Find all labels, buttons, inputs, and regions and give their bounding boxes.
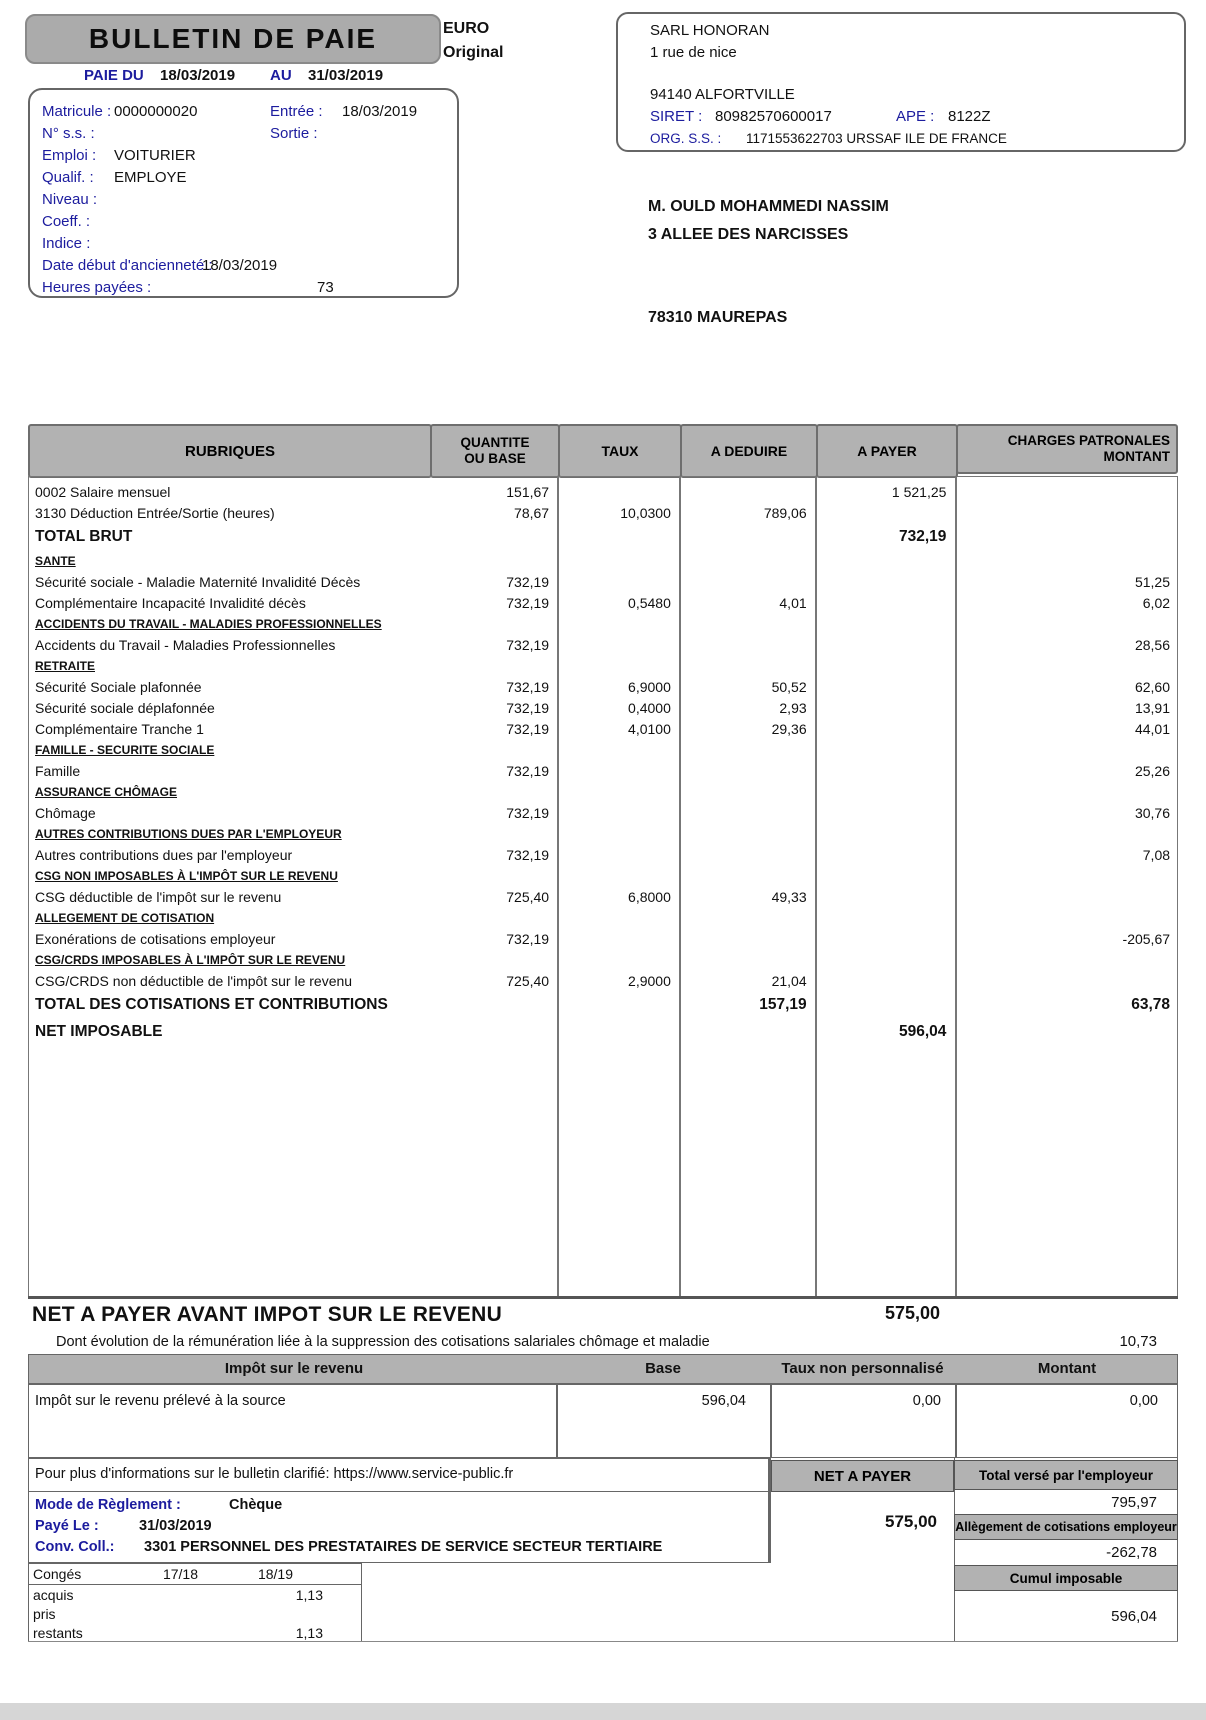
matricule-value: 0000000020 — [114, 103, 198, 120]
charges-value: 7,08 — [1142, 846, 1171, 863]
orgss-label: ORG. S.S. : — [650, 131, 722, 146]
net-avant-divider — [28, 1296, 1178, 1299]
indice-label: Indice : — [42, 235, 91, 252]
header-payer — [816, 424, 958, 478]
payer-value: 1 521,25 — [891, 483, 947, 500]
charges-value: 6,02 — [1142, 594, 1171, 611]
impot-header-taux: Taux non personnalisé — [781, 1360, 944, 1377]
rubrique-label: NET IMPOSABLE — [35, 1022, 163, 1040]
section-label: ACCIDENTS DU TRAVAIL - MALADIES PROFESSIONNELLES — [35, 616, 382, 631]
rubrique-label: TOTAL DES COTISATIONS ET CONTRIBUTIONS — [35, 995, 388, 1013]
rubrique-row — [29, 481, 1177, 502]
taux-value: 2,9000 — [628, 972, 671, 989]
sortie-label: Sortie : — [270, 125, 318, 142]
base-value: 725,40 — [506, 888, 550, 905]
rubrique-label: Famille — [35, 762, 81, 779]
base-value: 78,67 — [514, 504, 550, 521]
rubrique-row — [29, 928, 1177, 949]
base-value: 732,19 — [506, 762, 550, 779]
bottom-divider — [28, 1641, 1178, 1642]
rubrique-row — [29, 571, 1177, 592]
impot-table-body — [28, 1384, 1178, 1458]
column-divider — [955, 477, 957, 1297]
charges-value: 28,56 — [1134, 636, 1171, 653]
rubrique-section-row — [29, 823, 1177, 844]
deduire-value: 157,19 — [759, 995, 807, 1013]
period-from-date: 18/03/2019 — [160, 67, 236, 84]
conges-row-label: pris — [33, 1605, 56, 1622]
cumul-imposable-header — [954, 1565, 1178, 1591]
taux-value: 0,4000 — [628, 699, 671, 716]
column-divider — [557, 477, 559, 1297]
impot-header-bar — [28, 1354, 1178, 1384]
rubrique-row — [29, 970, 1177, 991]
total-verse-header — [954, 1460, 1178, 1490]
rubrique-section-row — [29, 781, 1177, 802]
allegement-label: Allègement de cotisations employeur — [955, 1520, 1177, 1534]
header-rubriques — [28, 424, 432, 478]
anciennete-value: 18/03/2019 — [202, 257, 278, 274]
rubrique-row — [29, 523, 1177, 550]
info-text: Pour plus d'informations sur le bulletin clarifié: https://www.service-public.fr — [35, 1466, 514, 1482]
rubrique-row — [29, 718, 1177, 739]
conges-row — [29, 1623, 361, 1642]
section-label: CSG NON IMPOSABLES À L'IMPÔT SUR LE REVENU — [35, 868, 338, 883]
niveau-label: Niveau : — [42, 191, 98, 208]
period-to-date: 31/03/2019 — [308, 67, 384, 84]
conges-row — [29, 1604, 361, 1623]
rubrique-label: Accidents du Travail - Maladies Professionnelles — [35, 636, 336, 653]
total-verse-label: Total versé par l'employeur — [978, 1467, 1154, 1483]
column-divider — [769, 1458, 771, 1563]
emploi-label: Emploi : — [42, 147, 97, 164]
conges-header-1718: 17/18 — [162, 1566, 199, 1582]
rubrique-section-row — [29, 655, 1177, 676]
conges-header-label: Congés — [33, 1566, 82, 1582]
net-avant-value: 575,00 — [884, 1303, 940, 1323]
mode-reglement-label: Mode de Règlement : — [35, 1497, 181, 1513]
impot-header-title: Impôt sur le revenu — [224, 1360, 364, 1377]
footer-strip — [0, 1703, 1206, 1720]
base-value: 732,19 — [506, 636, 550, 653]
section-label: ALLEGEMENT DE COTISATION — [35, 910, 215, 925]
cumul-imposable-label: Cumul imposable — [1009, 1570, 1123, 1586]
section-label: ASSURANCE CHÔMAGE — [35, 784, 178, 799]
column-divider — [815, 477, 817, 1297]
rubrique-row — [29, 802, 1177, 823]
rubrique-section-row — [29, 613, 1177, 634]
copy-type-label: Original — [443, 44, 504, 61]
payslip-title: BULLETIN DE PAIE — [88, 23, 378, 54]
orgss-value: 1171553622703 URSSAF ILE DE FRANCE — [746, 131, 1007, 146]
rubrique-row — [29, 1018, 1177, 1045]
allegement-value: -262,78 — [1106, 1544, 1157, 1561]
rubrique-label: CSG déductible de l'impôt sur le revenu — [35, 888, 282, 905]
net-a-payer-label: NET A PAYER — [813, 1467, 912, 1485]
net-avant-label: NET A PAYER AVANT IMPOT SUR LE REVENU — [32, 1303, 503, 1326]
recipient-name: M. OULD MOHAMMEDI NASSIM — [648, 198, 889, 215]
column-divider — [679, 477, 681, 1297]
impot-row-label: Impôt sur le revenu prélevé à la source — [35, 1393, 286, 1409]
base-value: 732,19 — [506, 720, 550, 737]
paye-le-value: 31/03/2019 — [139, 1518, 212, 1534]
deduire-value: 50,52 — [771, 678, 807, 695]
header-deduire-label: A DEDUIRE — [710, 443, 788, 459]
currency-label: EURO — [443, 20, 490, 37]
section-label: CSG/CRDS IMPOSABLES À L'IMPÔT SUR LE REVENU — [35, 952, 346, 967]
section-label: RETRAITE — [35, 658, 95, 673]
anciennete-label: Date début d'ancienneté : — [42, 257, 213, 274]
section-label: AUTRES CONTRIBUTIONS DUES PAR L'EMPLOYEUR — [35, 826, 342, 841]
impot-row-taux: 0,00 — [912, 1393, 941, 1409]
charges-value: 13,91 — [1134, 699, 1171, 716]
net-a-payer-header — [771, 1460, 954, 1492]
period-to-label: AU — [270, 67, 292, 84]
mode-reglement-value: Chèque — [229, 1497, 283, 1513]
payment-box — [28, 1492, 769, 1563]
rubrique-section-row — [29, 550, 1177, 571]
ape-value: 8122Z — [948, 108, 991, 125]
rubriques-table-body — [28, 476, 1178, 1298]
deduire-value: 49,33 — [771, 888, 807, 905]
base-value: 732,19 — [506, 699, 550, 716]
payslip-title-box — [25, 14, 441, 64]
taux-value: 6,9000 — [628, 678, 671, 695]
coeff-label: Coeff. : — [42, 213, 91, 230]
rubrique-row — [29, 592, 1177, 613]
charges-value: 63,78 — [1131, 995, 1171, 1013]
section-label: SANTE — [35, 553, 76, 568]
deduire-value: 29,36 — [771, 720, 807, 737]
taux-value: 0,5480 — [628, 594, 671, 611]
taux-value: 6,8000 — [628, 888, 671, 905]
header-taux-label: TAUX — [601, 443, 639, 459]
rubrique-row — [29, 697, 1177, 718]
charges-value: 51,25 — [1134, 573, 1171, 590]
rubrique-label: 0002 Salaire mensuel — [35, 483, 171, 500]
info-box — [28, 1458, 769, 1492]
qualif-label: Qualif. : — [42, 169, 94, 186]
rubrique-row — [29, 634, 1177, 655]
employee-info-box — [28, 88, 459, 298]
base-value: 151,67 — [506, 483, 550, 500]
rubrique-label: Sécurité sociale - Maladie Maternité Invalidité Décès — [35, 573, 361, 590]
charges-value: 44,01 — [1134, 720, 1171, 737]
period-from-label: PAIE DU — [84, 67, 144, 84]
base-value: 732,19 — [506, 804, 550, 821]
net-avant-note: Dont évolution de la rémunération liée à la suppression des cotisations salariales chômage et maladie — [56, 1334, 710, 1350]
matricule-label: Matricule : — [42, 103, 112, 120]
rubrique-row — [29, 991, 1177, 1018]
rubrique-label: TOTAL BRUT — [35, 527, 133, 545]
rubrique-row — [29, 886, 1177, 907]
recipient-address: 3 ALLEE DES NARCISSES — [648, 226, 849, 243]
conges-header-1819: 18/19 — [257, 1566, 294, 1582]
impot-row-base: 596,04 — [701, 1393, 746, 1409]
rubrique-label: Complémentaire Tranche 1 — [35, 720, 204, 737]
base-value: 732,19 — [506, 846, 550, 863]
conges-header-row — [29, 1564, 361, 1585]
impot-header-montant: Montant — [1037, 1360, 1097, 1377]
header-payer-label: A PAYER — [857, 443, 917, 459]
header-quantite-line2: OU BASE — [464, 451, 526, 466]
charges-value: 62,60 — [1134, 678, 1171, 695]
employer-box — [616, 12, 1186, 152]
conges-table — [28, 1563, 362, 1642]
rubrique-label: Exonérations de cotisations employeur — [35, 930, 276, 947]
allegement-header — [954, 1514, 1178, 1540]
conges-rows — [29, 1585, 361, 1642]
rubrique-row — [29, 676, 1177, 697]
rubrique-section-row — [29, 865, 1177, 886]
payer-value: 732,19 — [898, 527, 947, 545]
ape-label: APE : — [896, 108, 935, 125]
siret-label: SIRET : — [650, 108, 703, 125]
base-value: 732,19 — [506, 678, 550, 695]
header-rubriques-label: RUBRIQUES — [184, 442, 275, 460]
rubrique-label: Autres contributions dues par l'employeur — [35, 846, 293, 863]
conges-row — [29, 1585, 361, 1604]
nss-label: N° s.s. : — [42, 125, 95, 142]
header-charges-line1: CHARGES PATRONALES — [1007, 432, 1170, 448]
header-charges — [956, 424, 1178, 474]
siret-value: 80982570600017 — [715, 108, 832, 125]
deduire-value: 4,01 — [779, 594, 807, 611]
cumul-imposable-value: 596,04 — [1111, 1608, 1157, 1625]
rubrique-section-row — [29, 739, 1177, 760]
base-value: 725,40 — [506, 972, 550, 989]
rubrique-row — [29, 502, 1177, 523]
conges-1819-value: 1,13 — [295, 1586, 323, 1603]
rubrique-label: Complémentaire Incapacité Invalidité décès — [35, 594, 306, 611]
paye-le-label: Payé Le : — [35, 1518, 99, 1534]
rubriques-rows — [29, 481, 1177, 1045]
employer-street: 1 rue de nice — [650, 44, 737, 61]
impot-row-montant: 0,00 — [1129, 1393, 1158, 1409]
charges-value: 25,26 — [1134, 762, 1171, 779]
rubrique-label: Chômage — [35, 804, 96, 821]
rubrique-row — [29, 760, 1177, 781]
heures-label: Heures payées : — [42, 279, 152, 296]
recipient-city: 78310 MAUREPAS — [648, 309, 788, 326]
conv-coll-label: Conv. Coll.: — [35, 1539, 115, 1555]
taux-value: 10,0300 — [620, 504, 671, 521]
employer-city: 94140 ALFORTVILLE — [650, 86, 795, 103]
section-label: FAMILLE - SECURITE SOCIALE — [35, 742, 215, 757]
payer-value: 596,04 — [898, 1022, 947, 1040]
rubrique-row — [29, 844, 1177, 865]
impot-header-base: Base — [645, 1360, 681, 1377]
deduire-value: 21,04 — [771, 972, 807, 989]
deduire-value: 789,06 — [763, 504, 807, 521]
header-quantite — [430, 424, 560, 478]
rubrique-section-row — [29, 907, 1177, 928]
base-value: 732,19 — [506, 594, 550, 611]
deduire-value: 2,93 — [779, 699, 807, 716]
total-verse-value: 795,97 — [1111, 1494, 1157, 1511]
rubrique-label: CSG/CRDS non déductible de l'impôt sur le revenu — [35, 972, 353, 989]
header-charges-line2: MONTANT — [1103, 449, 1170, 464]
employer-name: SARL HONORAN — [650, 22, 770, 39]
conges-row-label: acquis — [33, 1586, 74, 1603]
taux-value: 4,0100 — [628, 720, 671, 737]
conges-row-label: restants — [33, 1624, 83, 1641]
base-value: 732,19 — [506, 930, 550, 947]
base-value: 732,19 — [506, 573, 550, 590]
rubrique-label: Sécurité sociale déplafonnée — [35, 699, 215, 716]
conges-1819-value: 1,13 — [295, 1624, 323, 1641]
rubrique-label: Sécurité Sociale plafonnée — [35, 678, 202, 695]
header-quantite-line1: QUANTITE — [460, 434, 530, 450]
conv-coll-value: 3301 PERSONNEL DES PRESTATAIRES DE SERVICE SECTEUR TERTIAIRE — [144, 1539, 663, 1555]
rubrique-label: 3130 Déduction Entrée/Sortie (heures) — [35, 504, 275, 521]
entree-label: Entrée : — [270, 103, 323, 120]
header-deduire — [680, 424, 818, 478]
heures-value: 73 — [317, 279, 334, 296]
rubrique-section-row — [29, 949, 1177, 970]
header-taux — [558, 424, 682, 478]
charges-value: 30,76 — [1134, 804, 1171, 821]
net-avant-note-value: 10,73 — [1119, 1333, 1157, 1350]
qualif-value: EMPLOYE — [114, 169, 187, 186]
emploi-value: VOITURIER — [114, 147, 196, 164]
net-a-payer-value: 575,00 — [885, 1512, 937, 1531]
charges-value: -205,67 — [1122, 930, 1171, 947]
entree-value: 18/03/2019 — [342, 103, 418, 120]
